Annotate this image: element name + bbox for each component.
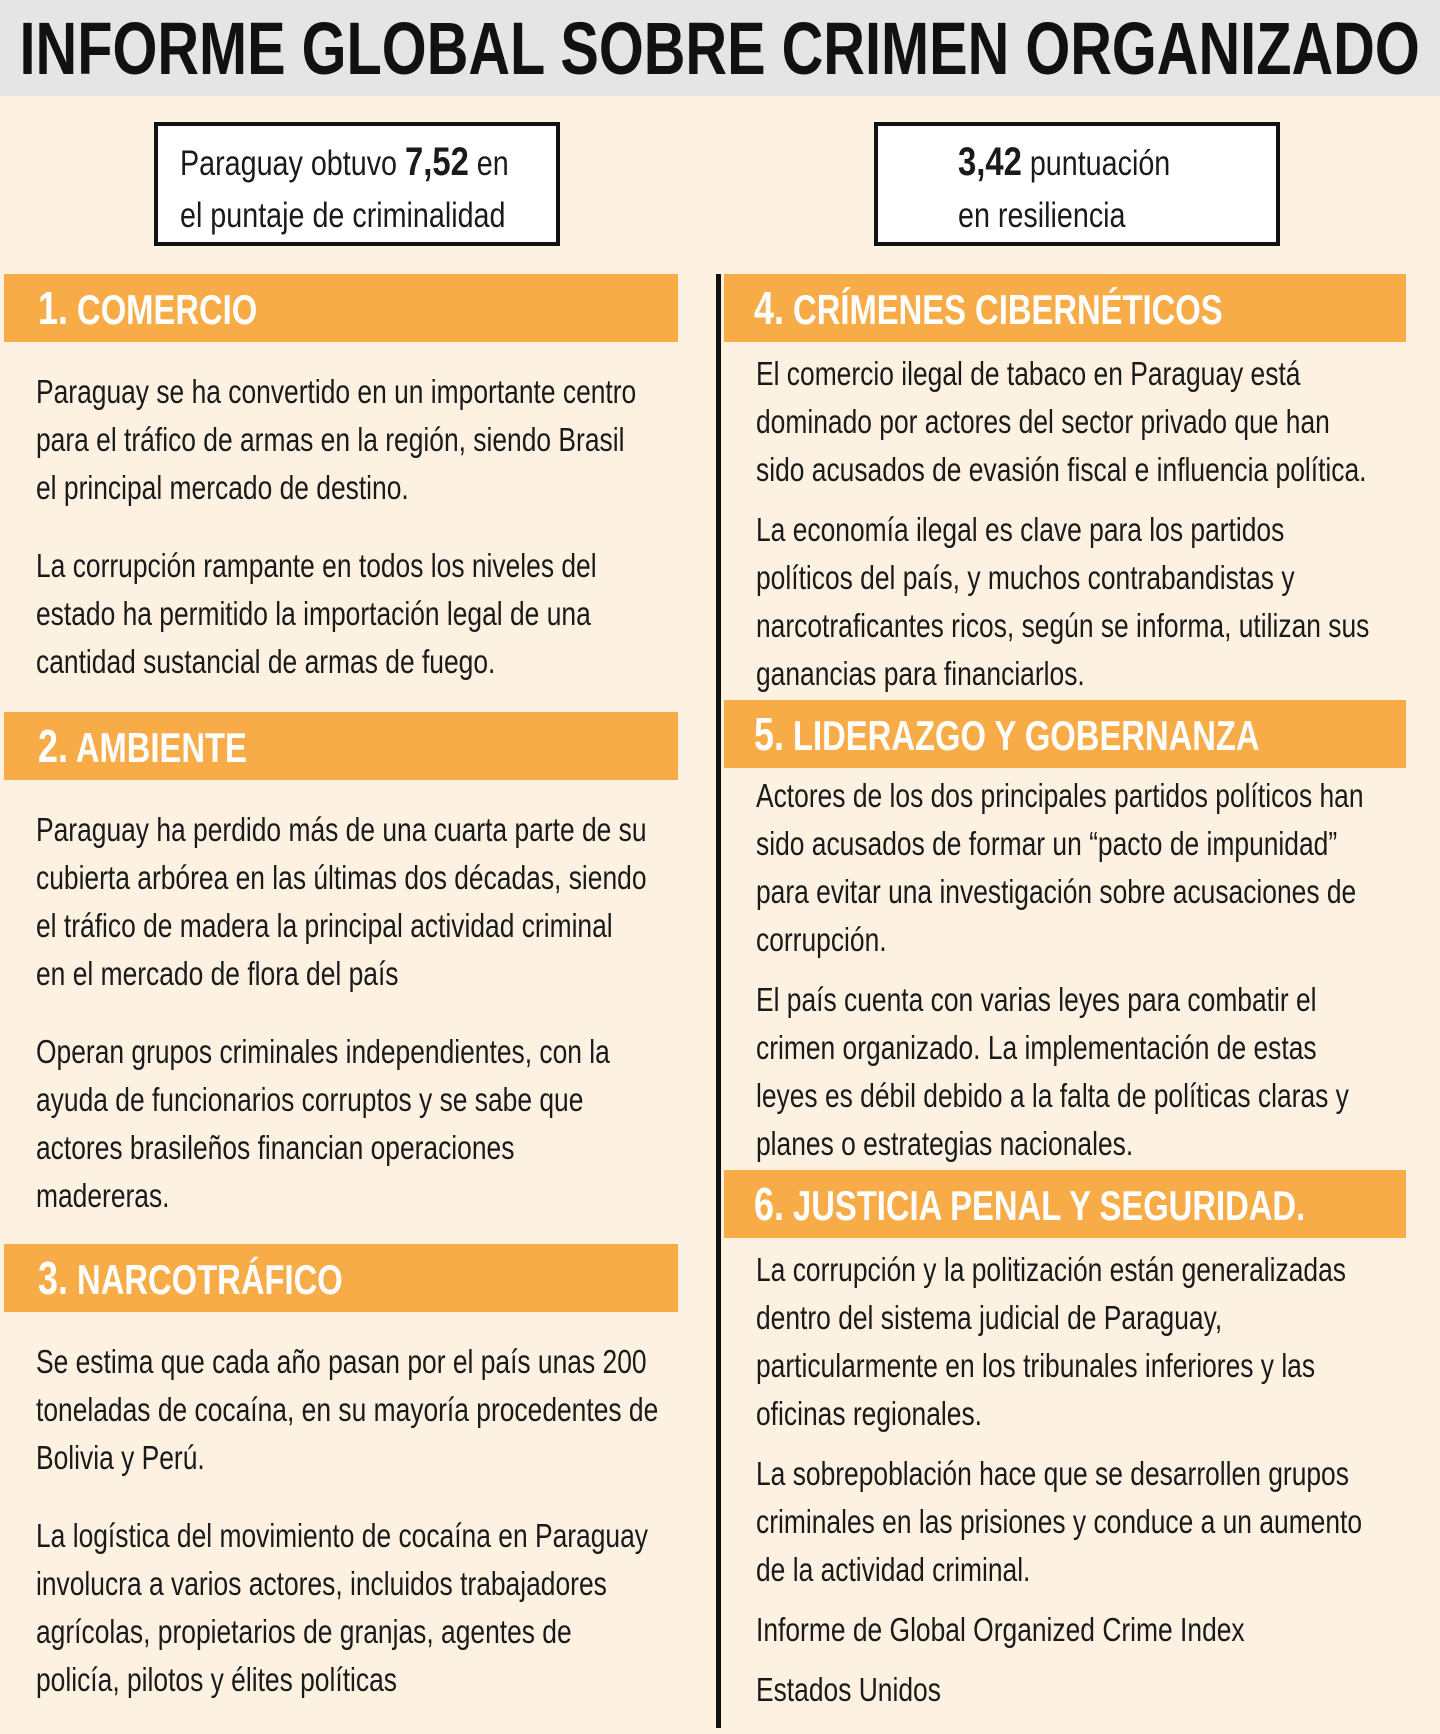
section-body-liderazgo: [756, 772, 1440, 1180]
text-line: El país cuenta con varias leyes para combatir el: [756, 981, 1317, 1018]
paragraph: [756, 772, 1440, 964]
section-number: 3.: [38, 1252, 68, 1304]
text-line: ganancias para financiarlos.: [756, 655, 1085, 692]
section-heading-comercio: [4, 274, 678, 342]
section-title: COMERCIO: [67, 286, 258, 333]
text-line: el tráfico de madera la principal actividad criminal: [36, 907, 613, 944]
criminality-score-suffix: en: [468, 144, 509, 183]
resilience-score-value: 3,42: [958, 140, 1022, 184]
text-line: dominado por actores del sector privado que han: [756, 403, 1330, 440]
text-line: planes o estrategias nacionales.: [756, 1125, 1134, 1162]
text-line: La logística del movimiento de cocaína en Paraguay: [36, 1517, 648, 1554]
text-line: corrupción.: [756, 921, 887, 958]
text-line: La economía ilegal es clave para los partidos: [756, 511, 1285, 548]
section-heading-justicia: [724, 1170, 1406, 1238]
text-line: Paraguay se ha convertido en un importante centro: [36, 373, 637, 410]
section-body-narcotrafico: [36, 1338, 814, 1734]
section-title: JUSTICIA PENAL Y SEGURIDAD.: [783, 1182, 1306, 1229]
resilience-score-label: en resiliencia: [958, 196, 1126, 235]
text-line: La sobrepoblación hace que se desarrollen grupos: [756, 1455, 1349, 1492]
text-line: sido acusados de formar un “pacto de impunidad”: [756, 825, 1338, 862]
text-line: Se estima que cada año pasan por el país unas 200: [36, 1343, 647, 1380]
text-line: Operan grupos criminales independientes, con la: [36, 1033, 610, 1070]
criminality-score-prefix: Paraguay obtuvo: [180, 144, 405, 183]
section-number: 4.: [754, 282, 784, 334]
section-number: 2.: [38, 720, 68, 772]
text-line: Informe de Global Organized Crime Index: [756, 1611, 1245, 1648]
section-title: NARCOTRÁFICO: [67, 1256, 343, 1303]
section-body-crimenes-ciberneticos: [756, 350, 1440, 710]
criminality-score-label: el puntaje de criminalidad: [180, 196, 506, 235]
paragraph: [756, 976, 1440, 1168]
text-line: dentro del sistema judicial de Paraguay,: [756, 1299, 1223, 1336]
paragraph: [756, 350, 1440, 494]
paragraph: [756, 506, 1440, 698]
text-line: en el mercado de flora del país: [36, 955, 399, 992]
section-body-ambiente: [36, 806, 799, 1250]
paragraph: [756, 1666, 1440, 1714]
text-line: para evitar una investigación sobre acusaciones de: [756, 873, 1357, 910]
section-title: LIDERAZGO Y GOBERNANZA: [783, 712, 1260, 759]
text-line: el principal mercado de destino.: [36, 469, 409, 506]
section-number: 1.: [38, 282, 68, 334]
paragraph: [756, 1450, 1440, 1594]
text-line: cubierta arbórea en las últimas dos décadas, siendo: [36, 859, 647, 896]
criminality-score-box: [154, 122, 560, 246]
paragraph: [36, 806, 799, 998]
text-line: particularmente en los tribunales inferiores y las: [756, 1347, 1316, 1384]
paragraph: [36, 368, 786, 512]
section-heading-ambiente: [4, 712, 678, 780]
paragraph: [36, 1028, 799, 1220]
section-title: AMBIENTE: [67, 724, 247, 771]
text-line: políticos del país, y muchos contrabandistas y: [756, 559, 1295, 596]
text-line: oficinas regionales.: [756, 1395, 982, 1432]
text-line: El comercio ilegal de tabaco en Paraguay está: [756, 355, 1301, 392]
text-line: cantidad sustancial de armas de fuego.: [36, 643, 496, 680]
text-line: sido acusados de evasión fiscal e influencia política.: [756, 451, 1367, 488]
section-heading-liderazgo: [724, 700, 1406, 768]
text-line: Estados Unidos: [756, 1671, 941, 1708]
paragraph: [36, 1338, 814, 1482]
text-line: actores brasileños financian operaciones: [36, 1129, 515, 1166]
text-line: La corrupción rampante en todos los niveles del: [36, 547, 597, 584]
text-line: leyes es débil debido a la falta de políticas claras y: [756, 1077, 1349, 1114]
text-line: Paraguay ha perdido más de una cuarta parte de su: [36, 811, 647, 848]
text-line: narcotraficantes ricos, según se informa, utilizan sus: [756, 607, 1370, 644]
section-title: CRÍMENES CIBERNÉTICOS: [783, 286, 1223, 333]
text-line: agrícolas, propietarios de granjas, agentes de: [36, 1613, 572, 1650]
text-line: Actores de los dos principales partidos políticos han: [756, 777, 1364, 814]
paragraph: [36, 542, 786, 686]
text-line: Bolivia y Perú.: [36, 1439, 205, 1476]
section-heading-crimenes-ciberneticos: [724, 274, 1406, 342]
text-line: criminales en las prisiones y conduce a un aumento: [756, 1503, 1363, 1540]
text-line: estado ha permitido la importación legal de una: [36, 595, 591, 632]
text-line: policía, pilotos y élites políticas: [36, 1661, 397, 1698]
text-line: de la actividad criminal.: [756, 1551, 1031, 1588]
criminality-score-value: 7,52: [404, 140, 469, 184]
section-number: 6.: [754, 1178, 784, 1230]
text-line: La corrupción y la politización están generalizadas: [756, 1251, 1346, 1288]
section-heading-narcotrafico: [4, 1244, 678, 1312]
text-line: para el tráfico de armas en la región, siendo Brasil: [36, 421, 625, 458]
section-body-justicia: [756, 1246, 1440, 1726]
paragraph: [756, 1606, 1440, 1654]
text-line: toneladas de cocaína, en su mayoría procedentes de: [36, 1391, 659, 1428]
title-bar: [0, 0, 1440, 96]
text-line: madereras.: [36, 1177, 170, 1214]
text-line: involucra a varios actores, incluidos trabajadores: [36, 1565, 607, 1602]
paragraph: [36, 1512, 814, 1704]
section-number: 5.: [754, 708, 784, 760]
paragraph: [756, 1246, 1440, 1438]
text-line: ayuda de funcionarios corruptos y se sabe que: [36, 1081, 584, 1118]
page-title: INFORME GLOBAL SOBRE CRIMEN ORGANIZADO: [19, 6, 1421, 90]
resilience-score-suffix: puntuación: [1021, 144, 1171, 183]
section-body-comercio: [36, 368, 786, 716]
resilience-score-box: [874, 122, 1280, 246]
text-line: crimen organizado. La implementación de estas: [756, 1029, 1317, 1066]
